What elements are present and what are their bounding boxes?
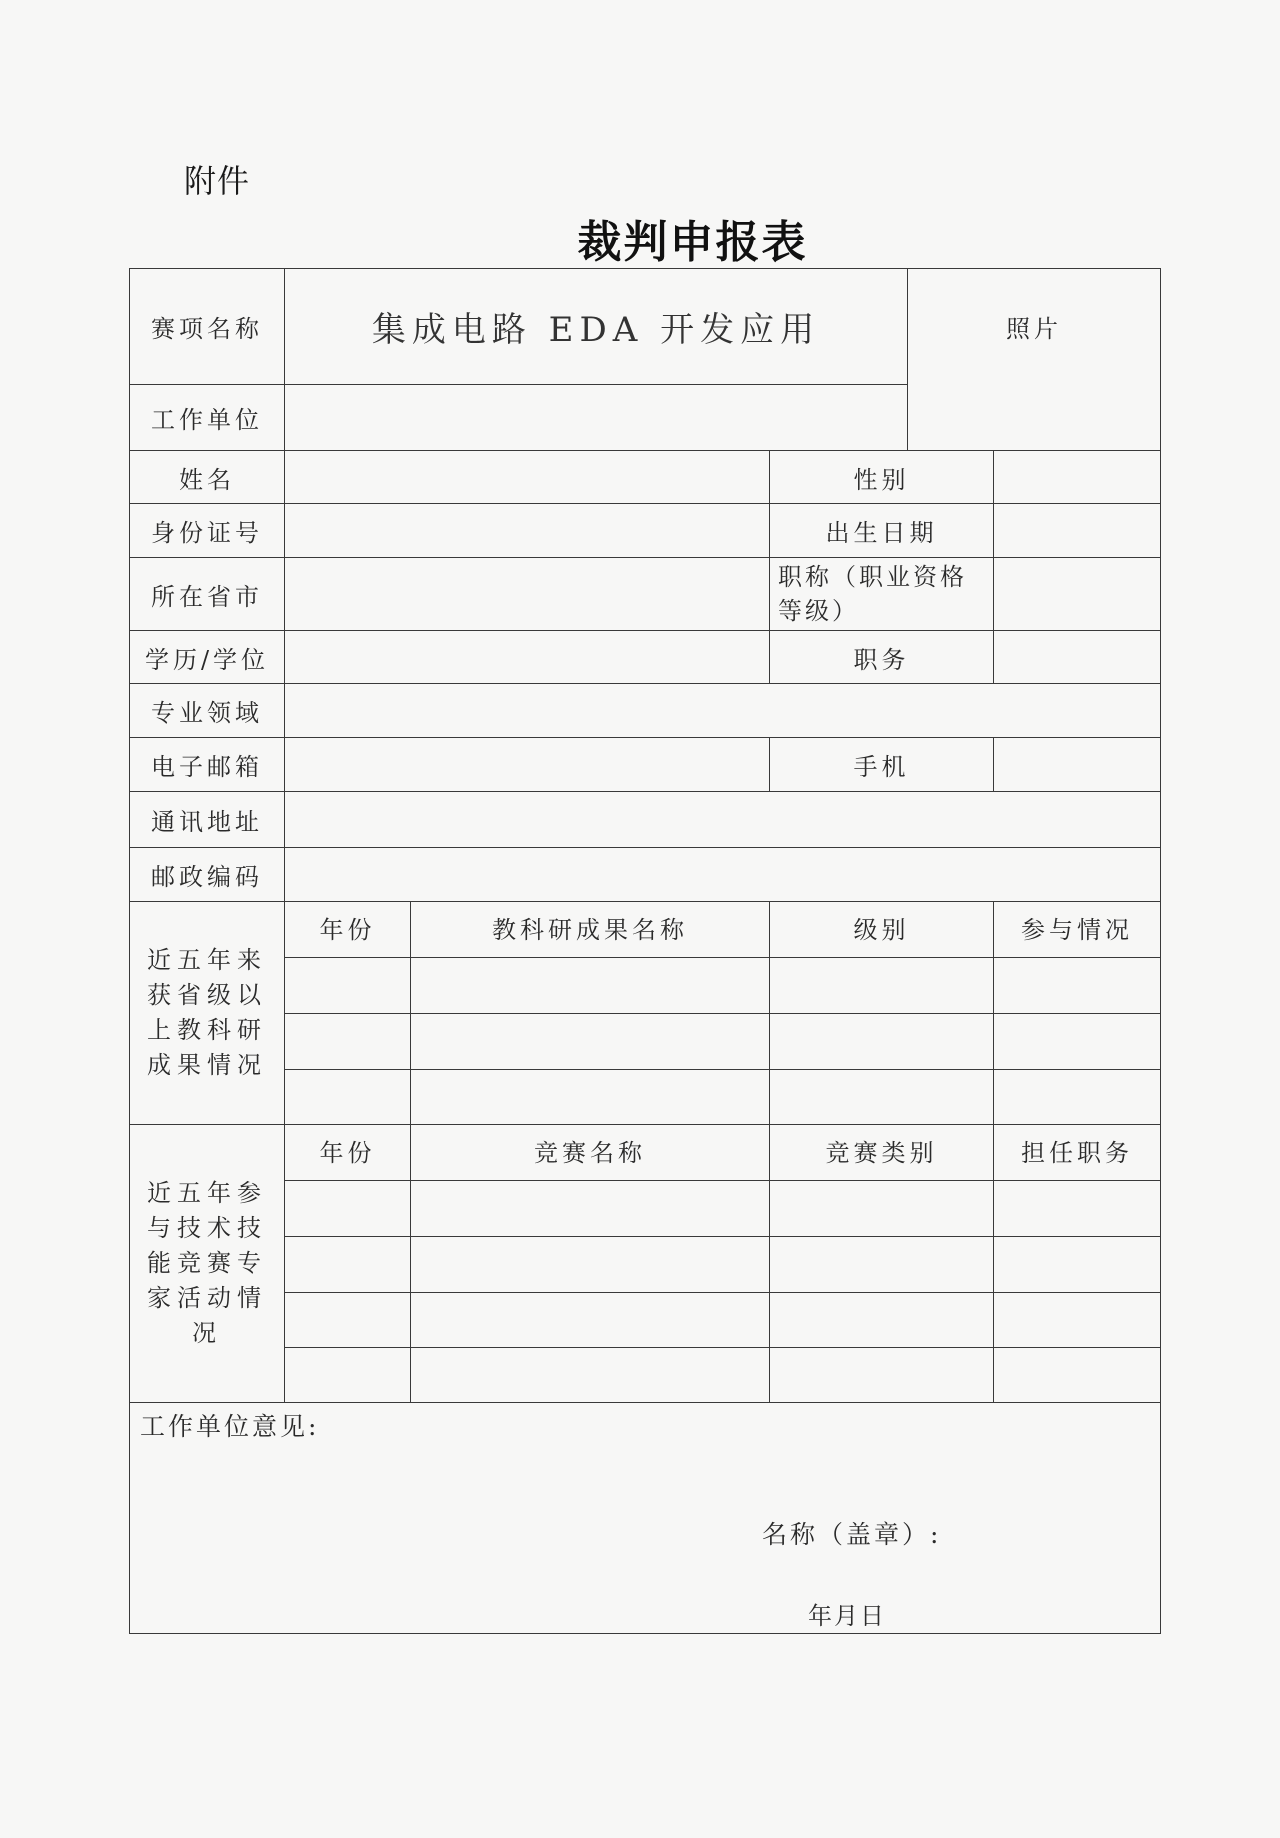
photo-label: 照片 [1006,315,1062,343]
postcode-label: 邮政编码 [130,848,285,902]
competition-name-cell[interactable] [411,1348,770,1403]
research-col-level: 级别 [770,902,994,958]
competition-category-cell[interactable] [770,1293,994,1348]
competition-section-label: 近五年参与技术技能竞赛专家活动情况 [130,1125,285,1403]
opinion-box[interactable] [130,1403,1161,1634]
competition-col-name: 竞赛名称 [411,1125,770,1181]
name-field[interactable] [285,451,770,504]
education-field[interactable] [285,631,770,684]
email-label: 电子邮箱 [130,738,285,792]
competition-name-cell[interactable] [411,1181,770,1237]
birth-date-label: 出生日期 [770,504,994,558]
competition-role-cell[interactable] [994,1237,1161,1293]
event-name-value: 集成电路 EDA 开发应用 [285,269,908,385]
research-year-cell[interactable] [285,1014,411,1070]
competition-col-role: 担任职务 [994,1125,1161,1181]
competition-name-cell[interactable] [411,1237,770,1293]
research-title-cell[interactable] [411,1014,770,1070]
position-label: 职务 [770,631,994,684]
gender-label: 性别 [770,451,994,504]
specialty-label: 专业领域 [130,684,285,738]
competition-role-cell[interactable] [994,1293,1161,1348]
address-field[interactable] [285,792,1161,848]
professional-title-label: 职称（职业资格等级） [770,558,994,631]
competition-col-year: 年份 [285,1125,411,1181]
table-row [130,1293,1161,1348]
research-year-cell[interactable] [285,958,411,1014]
competition-year-cell[interactable] [285,1181,411,1237]
competition-category-cell[interactable] [770,1237,994,1293]
research-level-cell[interactable] [770,1014,994,1070]
gender-field[interactable] [994,451,1161,504]
research-section-label: 近五年来获省级以上教科研成果情况 [130,902,285,1125]
birth-date-field[interactable] [994,504,1161,558]
seal-label: 名称（盖章）: [762,1520,942,1549]
province-city-label: 所在省市 [130,558,285,631]
event-name-label: 赛项名称 [130,269,285,385]
competition-role-cell[interactable] [994,1181,1161,1237]
attachment-label: 附件 [184,162,251,200]
position-field[interactable] [994,631,1161,684]
province-city-field[interactable] [285,558,770,631]
id-number-label: 身份证号 [130,504,285,558]
competition-role-cell[interactable] [994,1348,1161,1403]
work-unit-label: 工作单位 [130,385,285,451]
research-level-cell[interactable] [770,958,994,1014]
research-role-cell[interactable] [994,1014,1161,1070]
competition-year-cell[interactable] [285,1348,411,1403]
referee-application-form [129,268,1161,1634]
research-col-year: 年份 [285,902,411,958]
competition-year-cell[interactable] [285,1237,411,1293]
name-label: 姓名 [130,451,285,504]
education-label: 学历/学位 [130,631,285,684]
research-role-cell[interactable] [994,1070,1161,1125]
table-row [130,1237,1161,1293]
competition-year-cell[interactable] [285,1293,411,1348]
specialty-field[interactable] [285,684,1161,738]
table-row [130,1181,1161,1237]
mobile-label: 手机 [770,738,994,792]
competition-col-category: 竞赛类别 [770,1125,994,1181]
address-label: 通讯地址 [130,792,285,848]
research-col-role: 参与情况 [994,902,1161,958]
research-role-cell[interactable] [994,958,1161,1014]
table-row [130,958,1161,1014]
form-title: 裁判申报表 [577,217,808,268]
photo-box[interactable] [908,269,1161,451]
table-row [130,1348,1161,1403]
professional-title-field[interactable] [994,558,1161,631]
competition-name-cell[interactable] [411,1293,770,1348]
date-label: 年月日 [808,1602,886,1630]
competition-category-cell[interactable] [770,1181,994,1237]
email-field[interactable] [285,738,770,792]
competition-category-cell[interactable] [770,1348,994,1403]
research-col-title: 教科研成果名称 [411,902,770,958]
research-title-cell[interactable] [411,958,770,1014]
research-title-cell[interactable] [411,1070,770,1125]
research-level-cell[interactable] [770,1070,994,1125]
table-row [130,1014,1161,1070]
mobile-field[interactable] [994,738,1161,792]
postcode-field[interactable] [285,848,1161,902]
opinion-label: 工作单位意见: [140,1412,320,1441]
work-unit-field[interactable] [285,385,908,451]
table-row [130,1070,1161,1125]
research-year-cell[interactable] [285,1070,411,1125]
id-number-field[interactable] [285,504,770,558]
